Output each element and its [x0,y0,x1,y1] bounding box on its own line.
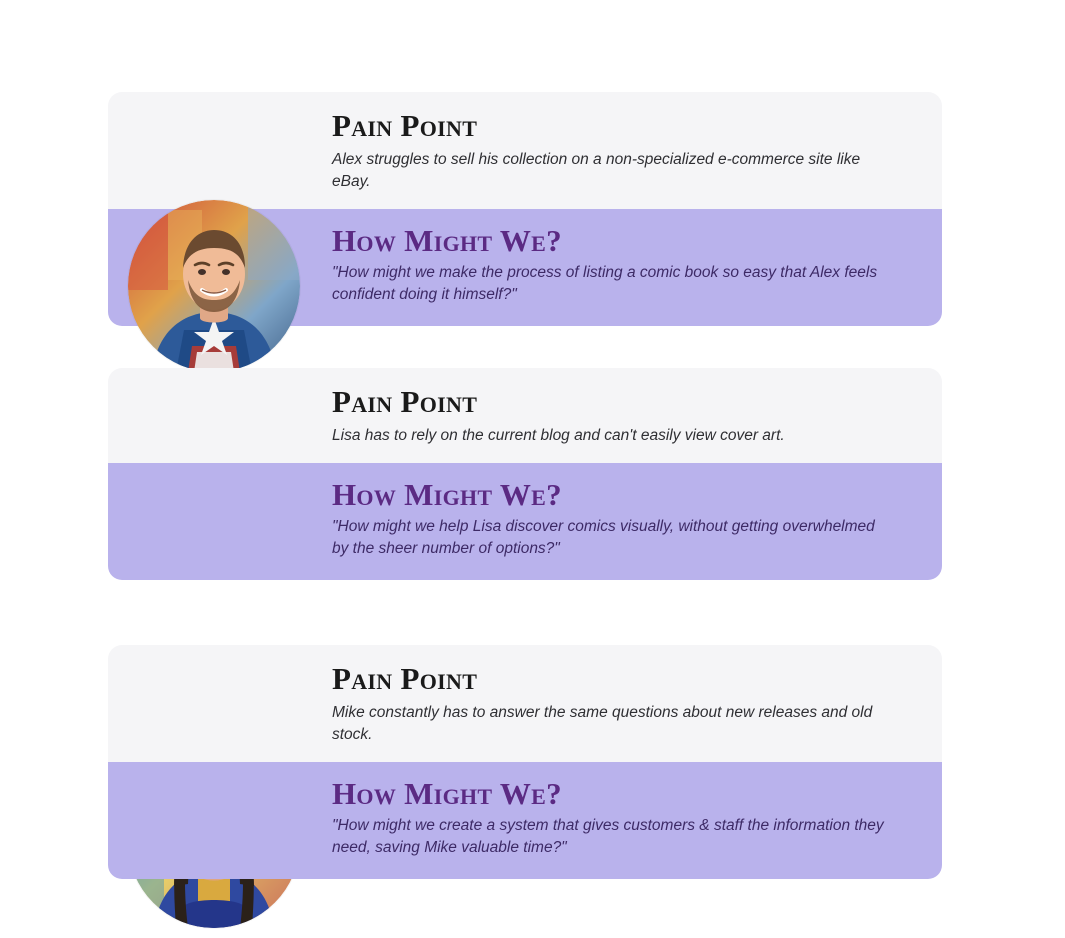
avatar-alex-captain-america-cosplay [128,200,300,372]
how-might-we-heading: How Might We? [332,476,562,512]
card-body [108,368,942,580]
how-might-we-text: "How might we make the process of listing a comic book so easy that Alex feels confident doing it himself?" [332,263,878,303]
card-body [108,645,942,879]
how-might-we-section [108,463,942,580]
persona-card-alex [108,92,942,326]
pain-point-heading: Pain Point [332,384,478,419]
pain-point-section [108,92,942,209]
pain-point-heading: Pain Point [332,661,478,696]
how-might-we-heading: How Might We? [332,775,562,811]
persona-card-lisa [108,368,942,580]
how-might-we-text: "How might we help Lisa discover comics visually, without getting overwhelmed by the sheer number of options?" [332,517,875,557]
pain-point-text: Lisa has to rely on the current blog and can't easily view cover art. [332,426,785,444]
how-might-we-section [108,762,942,879]
pain-point-text: Mike constantly has to answer the same questions about new releases and old stock. [332,703,873,743]
pain-point-section [108,645,942,762]
how-might-we-heading: How Might We? [332,222,562,258]
pain-point-section [108,368,942,463]
how-might-we-text: "How might we create a system that gives customers & staff the information they need, saving Mike valuable time?" [332,816,884,856]
persona-card-mike [108,645,942,879]
pain-point-text: Alex struggles to sell his collection on a non-specialized e-commerce site like eBay. [332,150,861,190]
pain-point-heading: Pain Point [332,108,478,143]
